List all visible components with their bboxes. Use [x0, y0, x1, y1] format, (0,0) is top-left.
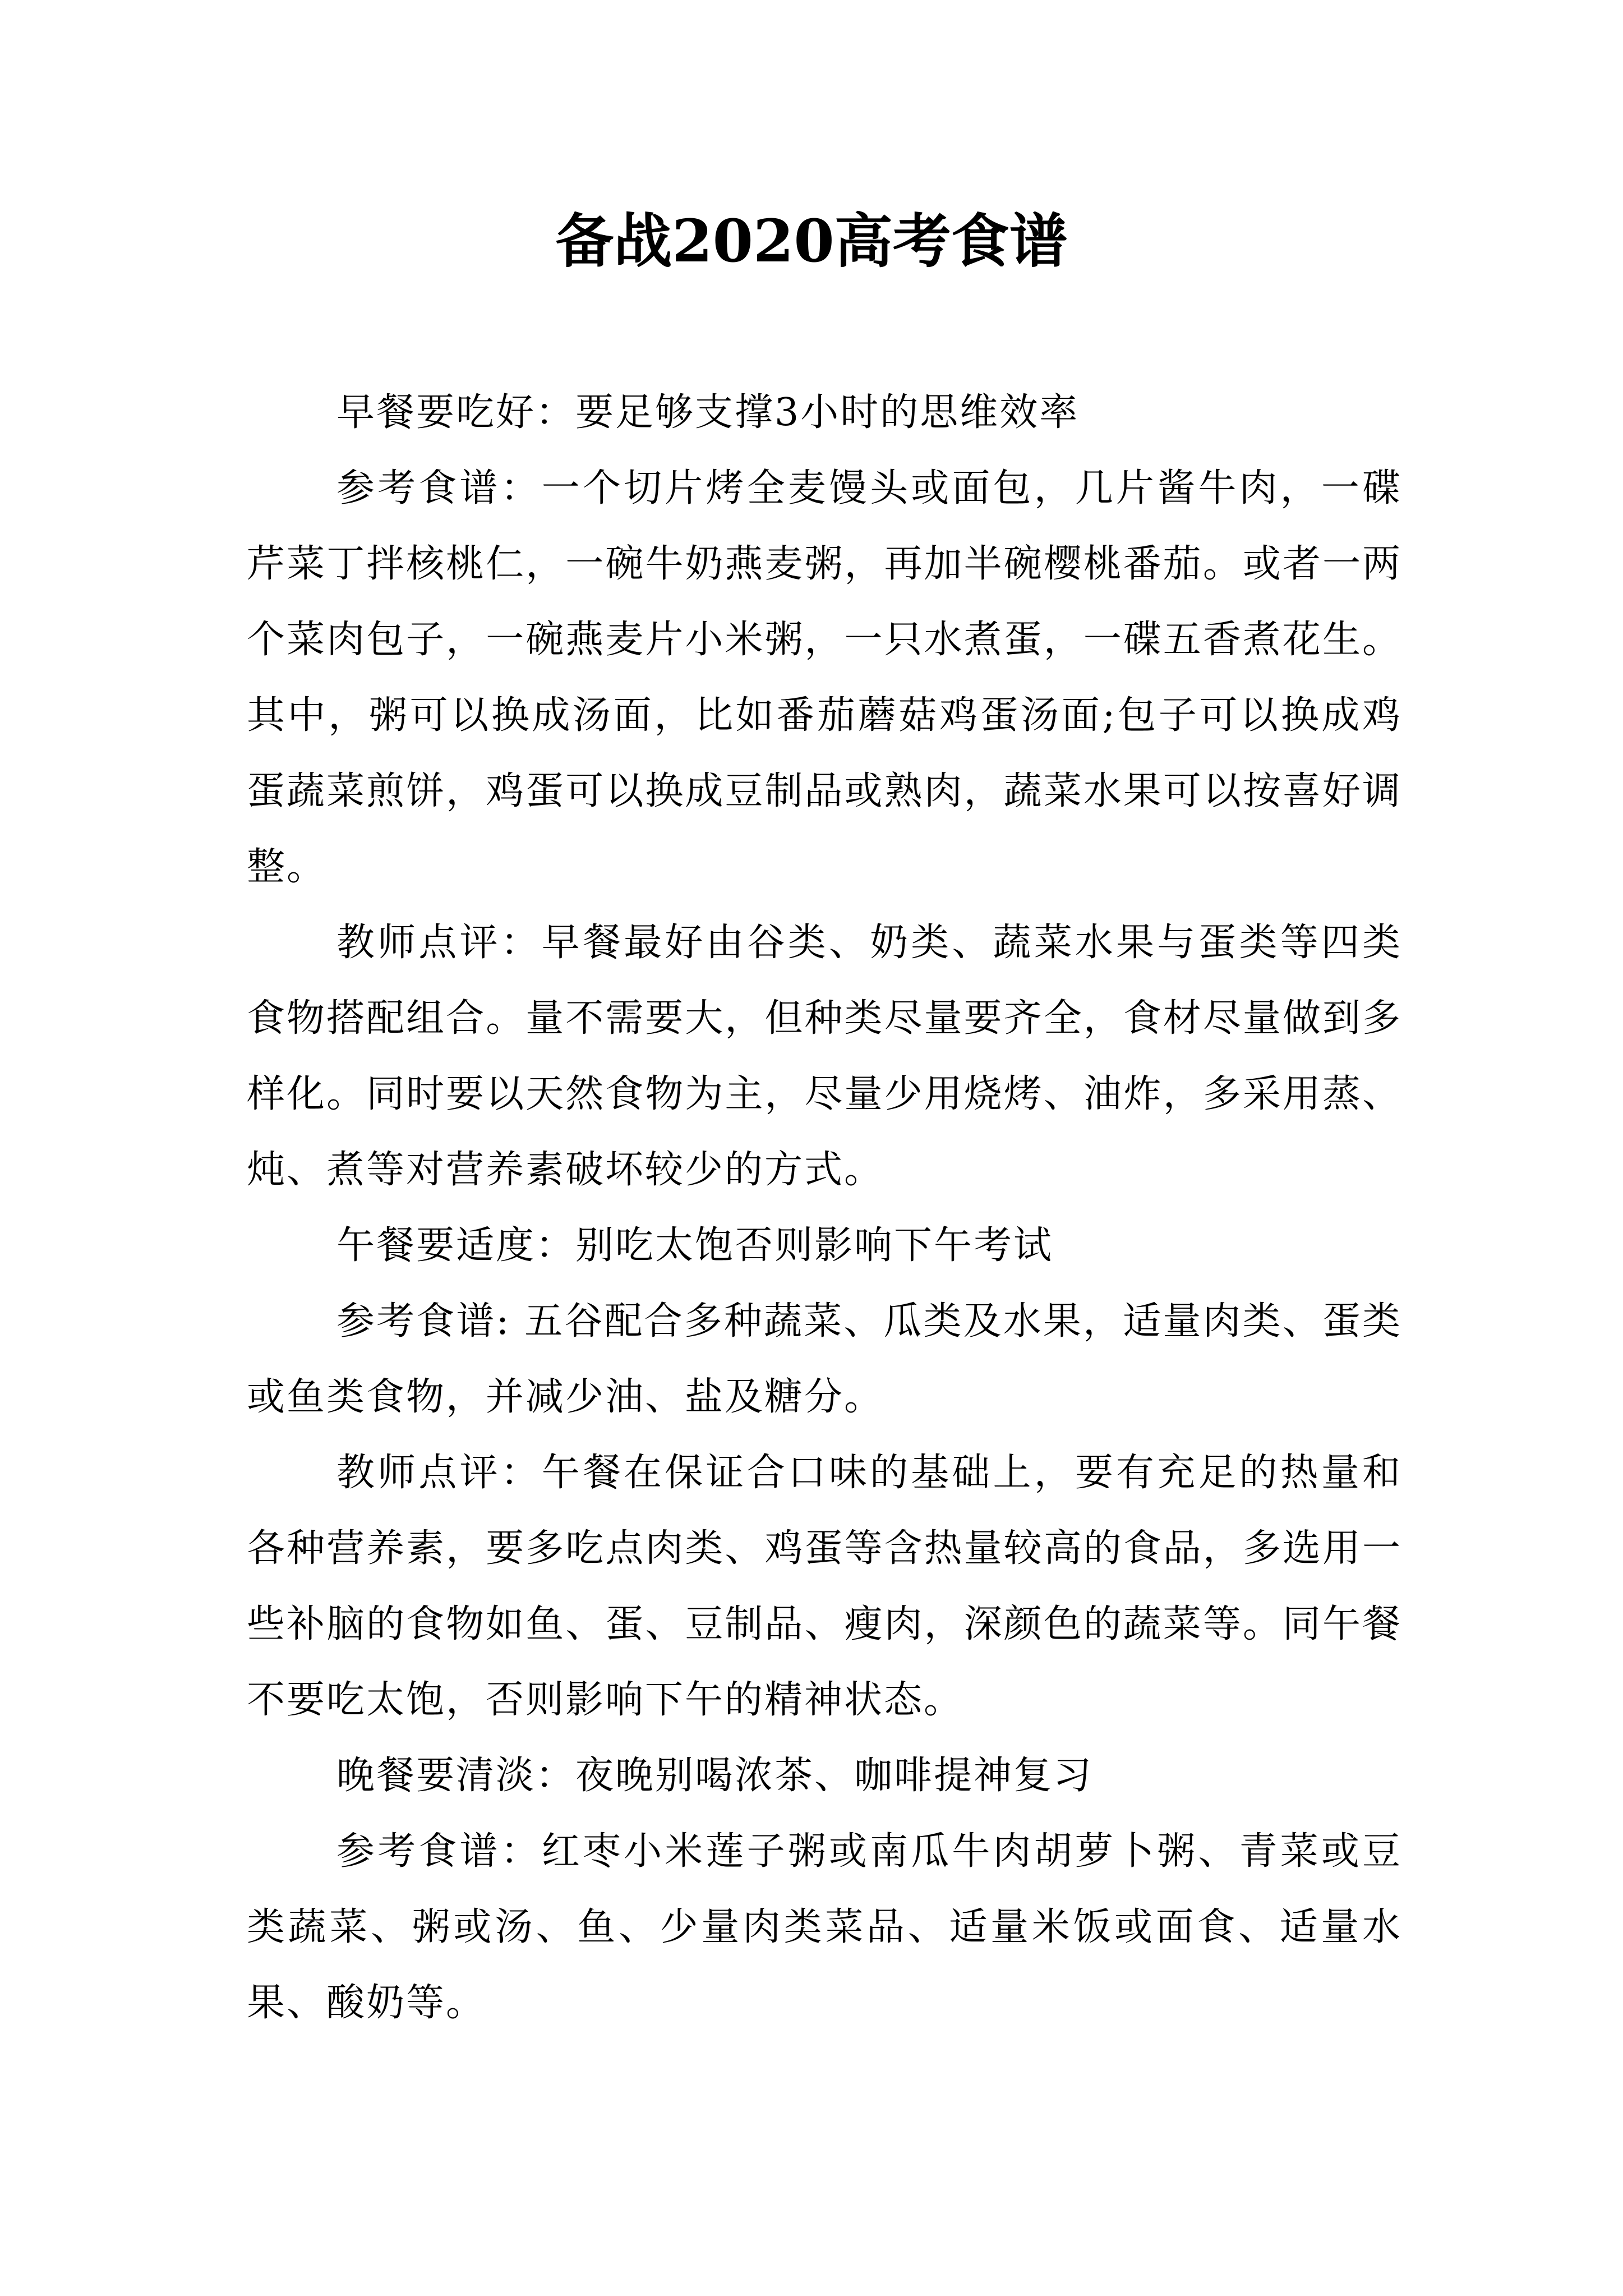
lunch-recipe: 参考食谱: 五谷配合多种蔬菜、瓜类及水果，适量肉类、蛋类或鱼类食物，并减少油、盐及糖分。: [247, 1299, 1402, 1419]
breakfast-recipe: 参考食谱：一个切片烤全麦馒头或面包，几片酱牛肉，一碟芹菜丁拌核桃仁，一碗牛奶燕麦粥，再加半碗樱桃番茄。或者一两个菜肉包子，一碗燕麦片小米粥，一只水煮蛋，一碟五香煮花生。其中，粥可以换成汤面，比如番茄蘑菇鸡蛋汤面;包子可以换成鸡蛋蔬菜煎饼，鸡蛋可以换成豆制品或熟肉，蔬菜水果可以按喜好调整。: [247, 466, 1402, 889]
breakfast-heading: 早餐要吃好：要足够支撑3小时的思维效率: [336, 390, 1080, 435]
document-title: 备战2020高考食谱: [555, 206, 1068, 275]
dinner-heading: 晚餐要清淡：夜晚别喝浓茶、咖啡提神复习: [336, 1754, 1094, 1798]
document-body: [247, 375, 1402, 2041]
lunch-heading: 午餐要适度：别吃太饱否则影响下午考试: [336, 1223, 1054, 1268]
dinner-recipe: 参考食谱：红枣小米莲子粥或南瓜牛肉胡萝卜粥、青菜或豆类蔬菜、粥或汤、鱼、少量肉类菜品、适量米饭或面食、适量水果、酸奶等。: [247, 1829, 1402, 2025]
breakfast-teacher-comment: 教师点评：早餐最好由谷类、奶类、蔬菜水果与蛋类等四类食物搭配组合。量不需要大，但种类尽量要齐全，食材尽量做到多样化。同时要以天然食物为主，尽量少用烧烤、油炸，多采用蒸、炖、煮等对营养素破坏较少的方式。: [247, 921, 1402, 1192]
lunch-teacher-comment: 教师点评：午餐在保证合口味的基础上，要有充足的热量和各种营养素，要多吃点肉类、鸡蛋等含热量较高的食品，多选用一些补脑的食物如鱼、蛋、豆制品、瘦肉，深颜色的蔬菜等。同午餐不要吃太饱，否则影响下午的精神状态。: [247, 1451, 1402, 1722]
